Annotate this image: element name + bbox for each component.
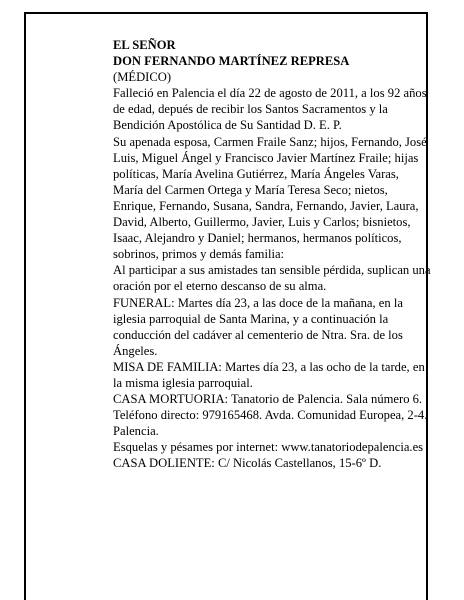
- deceased-title: EL SEÑOR: [113, 38, 176, 52]
- death-announcement: Falleció en Palencia el día 22 de agosto de 2011, a los 92 años de edad, depués de recibir los Santos Sacramentos y la Bendición Apostólica de Su Santidad D. E. P.: [113, 86, 427, 133]
- prayer-request: Al participar a sus amistades tan sensible pérdida, suplican una oración por el eterno descanso de su alma.: [113, 263, 431, 294]
- funeral-home-details: CASA MORTUORIA: Tanatorio de Palencia. Sala número 6. Teléfono directo: 979165468. Avda. Comunidad Europea, 2-4. Palencia.: [113, 392, 428, 439]
- deceased-profession: (MÉDICO): [113, 70, 172, 85]
- deceased-name: DON FERNANDO MARTÍNEZ REPRESA: [113, 54, 350, 69]
- funeral-details: FUNERAL: Martes día 23, a las doce de la mañana, en la iglesia parroquial de Santa Marina, y a continuación la conducción del cadáver al cementerio de Ntra. Sra. de los Ángeles.: [113, 295, 403, 358]
- obituary-notice: [113, 37, 431, 472]
- family-address: CASA DOLIENTE: C/ Nicolás Castellanos, 15-6º D.: [113, 456, 382, 471]
- online-condolences: Esquelas y pésames por internet: www.tanatoriodepalencia.es: [113, 440, 424, 455]
- family-mass-details: MISA DE FAMILIA: Martes día 23, a las ocho de la tarde, en la misma iglesia parroquial.: [113, 359, 425, 390]
- family-list: Su apenada esposa, Carmen Fraile Sanz; hijos, Fernando, José Luis, Miguel Ángel y Francisco Javier Martínez Fraile; hijas políticas, María Avelina Gutiérrez, María Ángeles Varas, María del Carmen Ortega y María Teresa Seco; nietos, Enrique, Fernando, Susana, Sandra, Fernando, Javier, Laura, David, Alberto, Guillermo, Javier, Luis y Carlos; bisnietos, Isaac, Alejandro y Daniel; hermanos, hermanos políticos, sobrinos, primos y demás familia:: [113, 134, 427, 262]
